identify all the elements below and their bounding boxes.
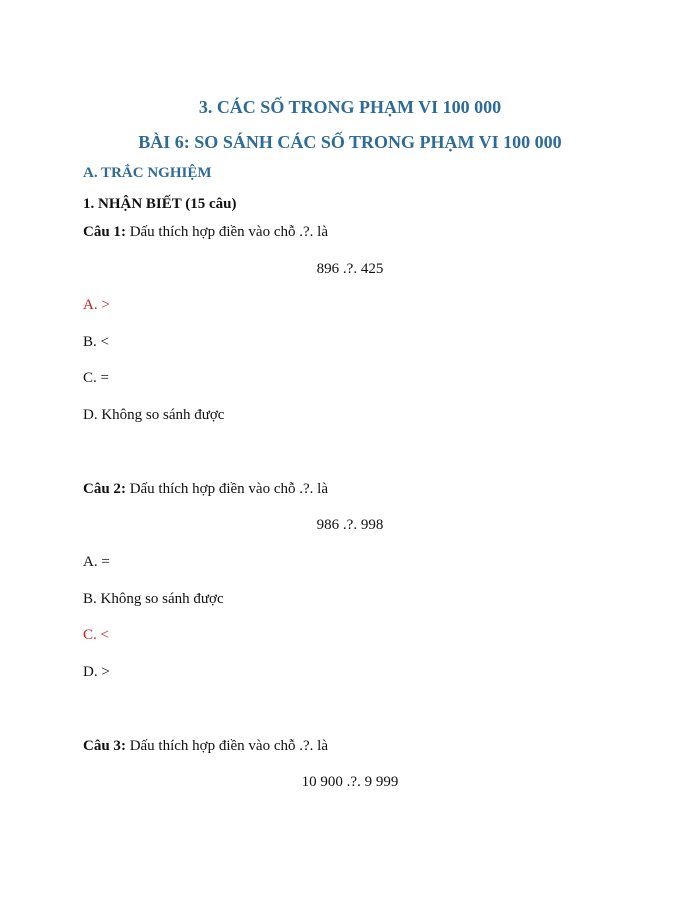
question-2-option-c: C. < bbox=[83, 627, 109, 643]
question-2-option-a: A. = bbox=[83, 554, 110, 570]
question-2-option-d: D. > bbox=[83, 664, 110, 680]
question-2-expression: 986 .?. 998 bbox=[316, 517, 384, 533]
lesson-title: BÀI 6: SO SÁNH CÁC SỐ TRONG PHẠM VI 100 000 bbox=[138, 132, 562, 152]
question-2-text: Dấu thích hợp điền vào chỗ .?. là bbox=[125, 481, 328, 497]
question-1-expression: 896 .?. 425 bbox=[316, 261, 384, 277]
level-heading: 1. NHẬN BIẾT (15 câu) bbox=[83, 196, 237, 212]
question-3-label-suffix: : bbox=[120, 738, 126, 754]
question-1-option-a: A. > bbox=[83, 297, 110, 313]
question-1-option-c: C. = bbox=[83, 370, 109, 386]
question-1 bbox=[83, 225, 328, 240]
question-1-label-suffix: : bbox=[120, 224, 126, 240]
question-2-label: Câu 2 bbox=[83, 481, 121, 497]
question-1-option-d: D. Không so sánh được bbox=[83, 407, 225, 423]
question-1-text: Dấu thích hợp điền vào chỗ .?. là bbox=[125, 224, 328, 240]
question-1-label: Câu 1 bbox=[83, 224, 121, 240]
section-heading: A. TRẮC NGHIỆM bbox=[83, 165, 212, 181]
question-3-text: Dấu thích hợp điền vào chỗ .?. là bbox=[125, 738, 328, 754]
question-3-expression: 10 900 .?. 9 999 bbox=[301, 774, 399, 790]
question-3 bbox=[83, 739, 328, 754]
question-3-label: Câu 3 bbox=[83, 738, 121, 754]
chapter-title: 3. CÁC SỐ TRONG PHẠM VI 100 000 bbox=[198, 97, 502, 117]
question-2-label-suffix: : bbox=[120, 481, 126, 497]
question-1-option-b: B. < bbox=[83, 334, 109, 350]
question-2-option-b: B. Không so sánh được bbox=[83, 591, 224, 607]
question-2 bbox=[83, 482, 328, 497]
